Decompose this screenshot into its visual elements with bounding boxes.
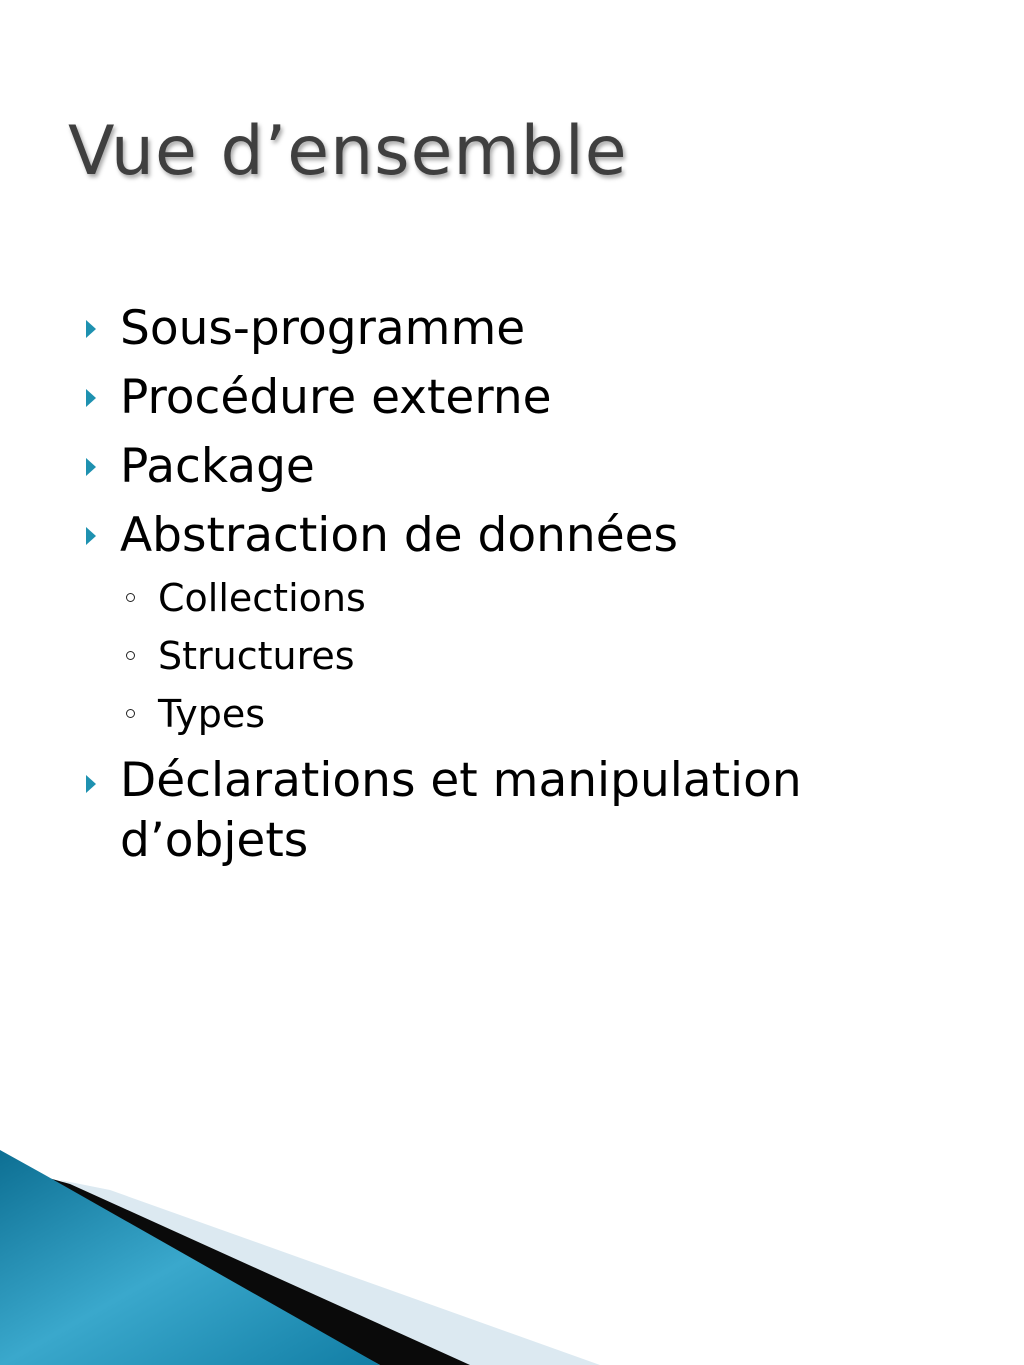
sub-bullet-text: Structures [158, 634, 355, 678]
triangle-bullet-icon [86, 527, 96, 545]
triangle-bullet-icon [86, 389, 96, 407]
corner-decoration [0, 1150, 1024, 1365]
bullet-text: Sous-programme [120, 301, 526, 356]
bullet-item [0, 296, 1024, 362]
bullet-text: Package [120, 439, 315, 494]
circle-bullet-icon [126, 593, 135, 602]
sub-bullet-text: Collections [158, 576, 366, 620]
teal-wedge-shape [0, 1150, 380, 1365]
sub-bullet-item [0, 569, 1024, 627]
triangle-bullet-icon [86, 458, 96, 476]
triangle-bullet-icon [86, 775, 96, 793]
circle-bullet-icon [126, 709, 135, 718]
bullet-item [0, 751, 1024, 871]
spacer [0, 743, 1024, 751]
bullet-text: Procédure externe [120, 370, 552, 425]
triangle-bullet-icon [86, 320, 96, 338]
bullet-text: Abstraction de données [120, 508, 679, 563]
sub-bullet-text: Types [158, 692, 266, 736]
sub-bullet-item [0, 627, 1024, 685]
bullet-item [0, 434, 1024, 500]
bullet-list [0, 296, 1024, 874]
slide-title: Vue d’ensemble [68, 112, 628, 191]
bullet-item [0, 365, 1024, 431]
circle-bullet-icon [126, 651, 135, 660]
bullet-text: Déclarations et manipulation d’objets [120, 753, 802, 868]
sub-bullet-item [0, 685, 1024, 743]
bullet-item [0, 503, 1024, 569]
